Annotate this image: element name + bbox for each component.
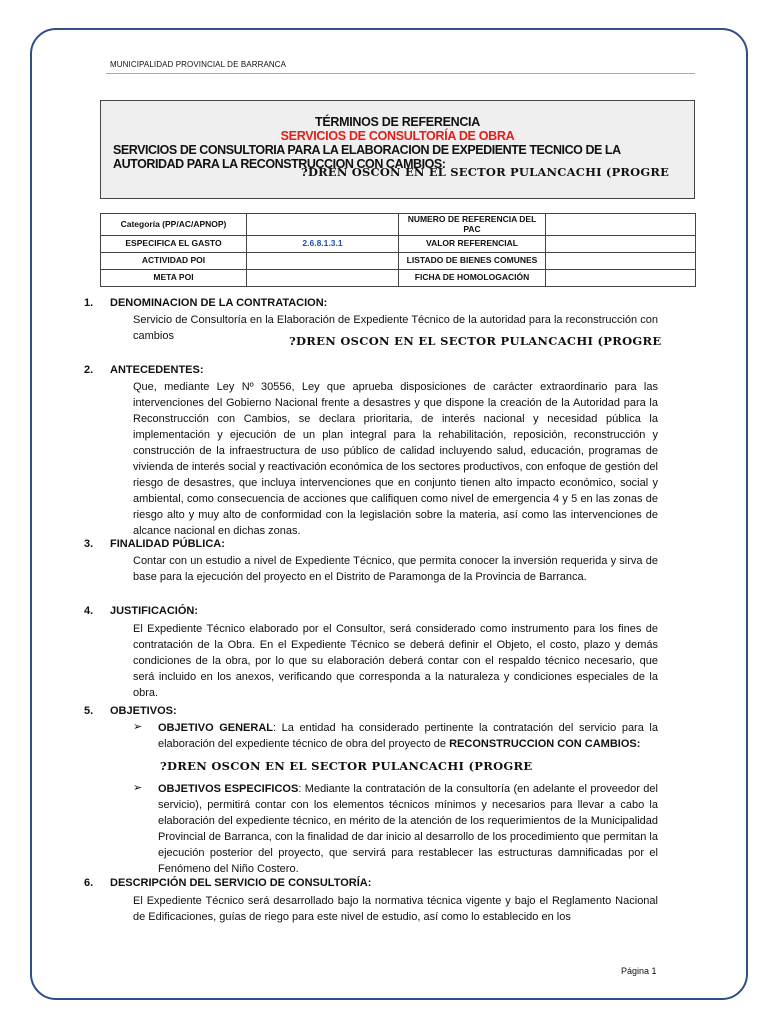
bullet-arrow-icon: ➢ xyxy=(133,721,143,733)
title-service-type: SERVICIOS DE CONSULTORÍA DE OBRA xyxy=(280,129,515,143)
title-project-name: ?DREN OSCON EN EL SECTOR PULANCACHI (PROGRE xyxy=(301,165,670,179)
cell-valor-value xyxy=(546,236,696,253)
cell-bienes-value xyxy=(546,253,696,270)
page-number: Página 1 xyxy=(621,966,657,976)
objective-specific-label: OBJETIVOS ESPECIFICOS xyxy=(158,783,299,795)
table-row xyxy=(101,236,696,253)
section-4-text: El Expediente Técnico elaborado por el Consultor, será considerado como instrumento para los fines de contratación de la Obra. En el Expediente Técnico se deberá definir el Objeto, el costo, plazo y demás condiciones de la obra, por lo que su elaboración deberá contar con el respaldo técnico necesario, que será incluido en los anexos, verificando que corresponda a la naturaleza y condiciones especiales de la obra. xyxy=(133,623,658,699)
header-divider xyxy=(106,73,695,74)
cell-valor-label: VALOR REFERENCIAL xyxy=(399,236,546,253)
cell-meta-value xyxy=(247,270,399,287)
cell-bienes-label: LISTADO DE BIENES COMUNES xyxy=(399,253,546,270)
section-number: 2. xyxy=(84,364,94,376)
table-row xyxy=(101,214,696,236)
table-row xyxy=(101,270,696,287)
section-2-text: Que, mediante Ley Nº 30556, Ley que aprueba disposiciones de carácter extraordinario para las intervenciones del Gobierno Nacional frente a desastres y que dispone la creación de la Autoridad para la Reconstrucción con Cambios, se declara prioritaria, de interés nacional y necesidad pública la implementación y ejecución de un plan integral para la rehabilitación, reposición, reconstrucción y construcción de la infraestructura de uso público de calidad incluyendo salud, educación, programas de vivienda de interés social y reactivación económica de los sectores productivos, con enfoque de gestión del riesgo de desastres, que incluya intervenciones que en conjunto tienen alto impacto económico, social y ambiental, como consecuencia de acciones que califiquen como nivel de emergencia 4 y 5 en las zonas de riesgo alto y muy alto de conformidad con la legislación sobre la materia, así como las intervenciones de alcance nacional en dichas zonas. xyxy=(133,381,658,537)
meta-table xyxy=(100,213,696,287)
cell-category-label: Categoría (PP/AC/APNOP) xyxy=(101,214,247,236)
cell-actividad-label: ACTIVIDAD POI xyxy=(101,253,247,270)
cell-gasto-value: 2.6.8.1.3.1 xyxy=(247,236,399,253)
cell-gasto-label: ESPECIFICA EL GASTO xyxy=(101,236,247,253)
section-number: 4. xyxy=(84,605,94,617)
cell-category-value xyxy=(247,214,399,236)
section-title: JUSTIFICACIÓN: xyxy=(110,605,198,617)
section-title: ANTECEDENTES: xyxy=(110,364,204,376)
bullet-arrow-icon: ➢ xyxy=(133,782,143,794)
section-6-text: El Expediente Técnico será desarrollado bajo la normativa técnica vigente y bajo el Reglamento Nacional de Edificaciones, guías de riego para este nivel de estudio, así como lo establecido en los xyxy=(133,895,658,923)
section-title: DESCRIPCIÓN DEL SERVICIO DE CONSULTORÍA: xyxy=(110,877,372,889)
objective-general-bold: RECONSTRUCCION CON CAMBIOS: xyxy=(449,738,641,750)
cell-meta-label: META POI xyxy=(101,270,247,287)
section-title: FINALIDAD PÚBLICA: xyxy=(110,538,225,550)
cell-ficha-value xyxy=(546,270,696,287)
section-number: 6. xyxy=(84,877,94,889)
cell-pac-value xyxy=(546,214,696,236)
cell-pac-label: NUMERO DE REFERENCIA DEL PAC xyxy=(399,214,546,236)
section-number: 5. xyxy=(84,705,94,717)
table-row xyxy=(101,253,696,270)
title-description: SERVICIOS DE CONSULTORIA PARA LA ELABORACION DE EXPEDIENTE TECNICO DE LA AUTORIDAD PARA LA RECONSTRUCCION CON CAMBIOS: xyxy=(113,143,621,171)
section-number: 1. xyxy=(84,297,94,309)
cell-actividad-value xyxy=(247,253,399,270)
objective-specific-body: : Mediante la contratación de la consultoría (en adelante el proveedor del servicio), permitirá contar con los elementos técnicos mínimos y necesarios para llevar a cabo la elaboración del expediente técnico, en mérito de la atención de los requerimientos de la Municipalidad Provincial de Barranca, con la finalidad de dar inicio al desarrollo de los procedimiento que permitan la ejecución posterior del proyecto, que servirá para restablecer las estructuras damnificadas por el Fenómeno del Niño Costero. xyxy=(158,783,658,875)
objective-general-body: : La entidad ha considerado pertinente la contratación del servicio para la elaboración del expediente técnico de obra del proyecto de xyxy=(158,722,658,750)
title-box xyxy=(100,100,695,199)
objective-specific-text xyxy=(158,781,658,877)
section-title: DENOMINACION DE LA CONTRATACION: xyxy=(110,297,328,309)
objective-general-label: OBJETIVO GENERAL xyxy=(158,722,273,734)
section-3-text: Contar con un estudio a nivel de Expediente Técnico, que permita conocer la inversión requerida y sirva de base para la ejecución del proyecto en el Distrito de Paramonga de la Provincia de Barranca. xyxy=(133,555,658,583)
cell-ficha-label: FICHA DE HOMOLOGACIÓN xyxy=(399,270,546,287)
header-org: MUNICIPALIDAD PROVINCIAL DE BARRANCA xyxy=(110,60,287,69)
section-title: OBJETIVOS: xyxy=(110,705,177,717)
objective-general-text xyxy=(158,720,658,752)
section-number: 3. xyxy=(84,538,94,550)
title-terms: TÉRMINOS DE REFERENCIA xyxy=(315,115,480,129)
section-1-project-name: ?DREN OSCON EN EL SECTOR PULANCACHI (PROGRE xyxy=(289,334,662,348)
section-1-text: Servicio de Consultoría en la Elaboración de Expediente Técnico de la autoridad para la reconstrucción con cambios xyxy=(133,314,658,342)
objective-general-project-name: ?DREN OSCON EN EL SECTOR PULANCACHI (PROGRE xyxy=(160,759,533,773)
